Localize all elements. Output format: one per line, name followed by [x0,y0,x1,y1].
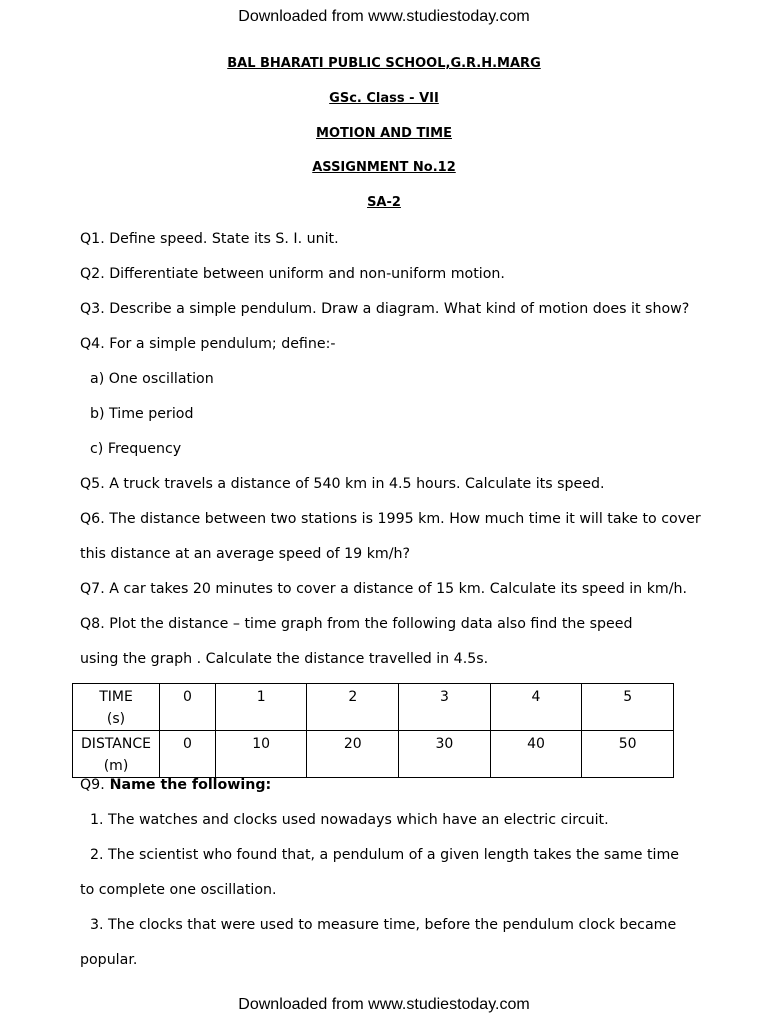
table-header-cell [73,684,160,731]
question-4c: c) Frequency [90,441,182,457]
question-9 [80,775,271,795]
table-cell: 3 [399,684,491,731]
question-4a: a) One oscillation [90,371,214,387]
table-row [73,731,674,778]
question-2: Q2. Differentiate between uniform and non-uniform motion. [80,266,505,282]
table-header-cell [73,731,160,778]
table-cell: 30 [399,731,491,778]
time-label: TIME [99,689,133,705]
question-9-item-3-line-2: popular. [80,952,138,968]
class-title: GSc. Class - VII [329,91,439,106]
question-4b: b) Time period [90,406,194,422]
table-cell: 50 [582,731,674,778]
question-9-item-2-line-2: to complete one oscillation. [80,882,277,898]
term-title: SA-2 [367,195,401,210]
table-cell: 20 [307,731,399,778]
question-9-item-1: 1. The watches and clocks used nowadays which have an electric circuit. [90,812,609,828]
table-row [73,684,674,731]
question-9-item-2-line-1: 2. The scientist who found that, a pendulum of a given length takes the same time [90,847,680,863]
subject-title: MOTION AND TIME [316,126,452,141]
question-9-text: Name the following: [104,777,272,793]
table-cell: 4 [490,684,582,731]
question-9-prefix: Q9. [80,777,105,793]
table-cell: 10 [215,731,307,778]
table-cell: 0 [160,684,216,731]
distance-unit: (m) [103,758,129,774]
assignment-title: ASSIGNMENT No.12 [312,160,456,175]
table-cell: 1 [215,684,307,731]
distance-label: DISTANCE [81,736,151,752]
table-cell: 2 [307,684,399,731]
question-5: Q5. A truck travels a distance of 540 km in 4.5 hours. Calculate its speed. [80,476,605,492]
page-footer: Downloaded from www.studiestoday.com [238,996,530,1013]
data-table [72,683,674,778]
question-1: Q1. Define speed. State its S. I. unit. [80,231,339,247]
question-7: Q7. A car takes 20 minutes to cover a distance of 15 km. Calculate its speed in km/h. [80,581,688,597]
question-8-line-1: Q8. Plot the distance – time graph from the following data also find the speed [80,616,633,632]
question-4: Q4. For a simple pendulum; define:- [80,336,336,352]
question-8-line-2: using the graph . Calculate the distance travelled in 4.5s. [80,651,489,667]
table-cell: 5 [582,684,674,731]
time-unit: (s) [106,711,126,727]
school-name: BAL BHARATI PUBLIC SCHOOL,G.R.H.MARG [227,56,541,71]
question-6-line-1: Q6. The distance between two stations is 1995 km. How much time it will take to cover [80,511,701,527]
table-cell: 40 [490,731,582,778]
question-3: Q3. Describe a simple pendulum. Draw a diagram. What kind of motion does it show? [80,301,690,317]
question-9-item-3-line-1: 3. The clocks that were used to measure time, before the pendulum clock became [90,917,677,933]
page-header: Downloaded from www.studiestoday.com [238,8,530,25]
table-cell: 0 [160,731,216,778]
question-6-line-2: this distance at an average speed of 19 km/h? [80,546,411,562]
